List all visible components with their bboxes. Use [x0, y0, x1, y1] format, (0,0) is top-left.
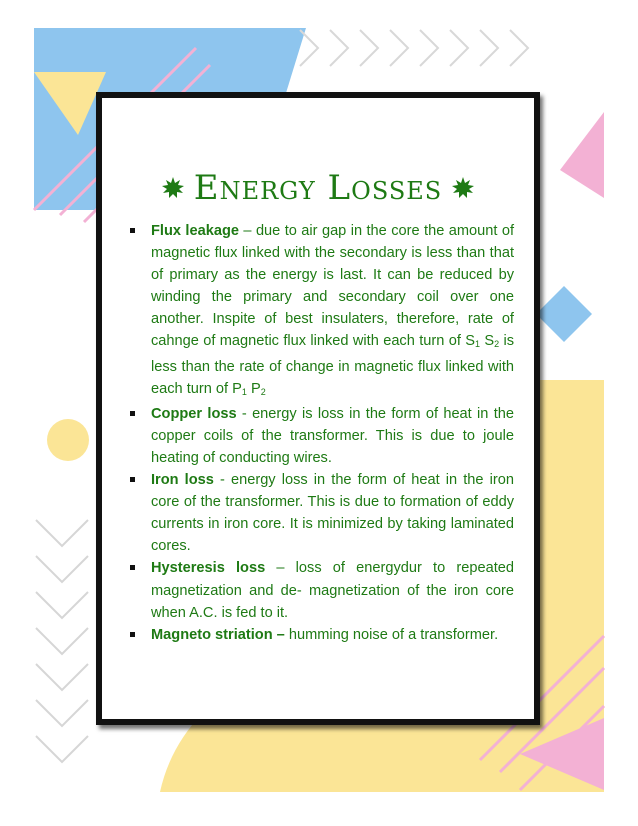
list-item — [128, 220, 514, 403]
list-item-text: P — [246, 380, 261, 397]
list-item-term: Iron loss — [151, 472, 214, 489]
list-item — [128, 469, 514, 557]
subscript: 2 — [260, 386, 266, 397]
square-bullet-icon — [130, 565, 135, 570]
list-item-term: Copper loss — [151, 405, 237, 422]
content-card — [96, 92, 540, 725]
yellow-circle-shape — [47, 419, 89, 461]
pink-triangle-right — [560, 112, 604, 198]
title-row — [102, 168, 534, 208]
subscript: 2 — [494, 339, 500, 350]
list-item — [128, 403, 514, 469]
list-item-text: S — [480, 333, 495, 350]
list-item-text: – loss of energydur to repeated magnetization and de- magnetization of the iron core when A.C. is fed to it. — [151, 560, 514, 621]
list-item — [128, 624, 514, 646]
subscript: 1 — [241, 386, 247, 397]
list-item-text: – due to air gap in the core the amount of magnetic flux linked with the secondary is less than that of primary as the energy is last. It can be reduced by winding the primary and secondary coil over one another. Inspite of best insulaters, therefore, rate of cahnge of magnetic flux linked with each turn of S — [151, 223, 514, 350]
list-item-term: Flux leakage — [151, 223, 239, 239]
list-item-term: Magneto striation – — [151, 626, 285, 643]
page-title: Energy Losses — [193, 168, 443, 208]
chevron-pattern-left — [36, 520, 88, 762]
list-item-text: humming noise of a transformer. — [284, 626, 499, 643]
square-bullet-icon — [130, 477, 135, 482]
sun-burst-icon — [452, 177, 474, 199]
square-bullet-icon — [130, 228, 135, 233]
subscript: 1 — [474, 339, 480, 350]
list-item-text: is less than the rate of change in magnetic flux linked with each turn of P — [151, 333, 515, 397]
list-item-text: - energy loss in the form of heat in the iron core of the transformer. This is due to formation of eddy currents in iron core. It is minimized by taking laminated cores. — [151, 472, 514, 555]
energy-loss-list — [128, 220, 514, 646]
list-item — [128, 557, 514, 623]
blue-diamond-shape — [536, 286, 592, 342]
sun-burst-icon — [162, 177, 184, 199]
square-bullet-icon — [130, 632, 135, 637]
chevron-pattern-top — [300, 30, 528, 66]
list-item-text: - energy is loss in the form of heat in the copper coils of the transformer. This is due to joule heating of conducting wires. — [151, 405, 514, 466]
square-bullet-icon — [130, 411, 135, 416]
list-item-term: Hysteresis loss — [151, 560, 266, 577]
